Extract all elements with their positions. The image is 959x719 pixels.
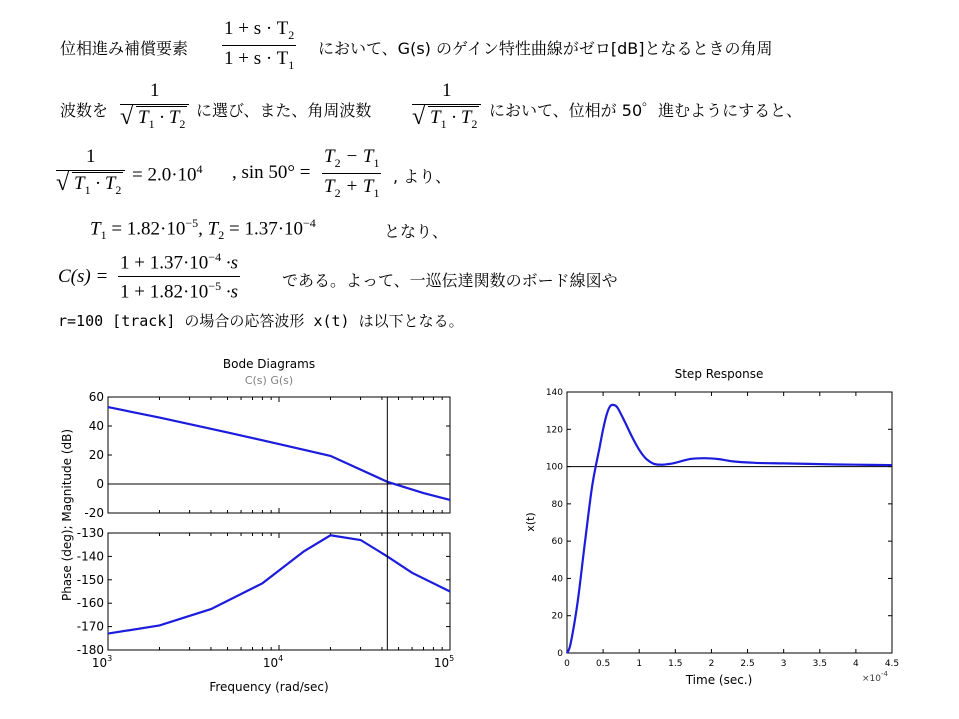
bode-x-tick-label: $10^5$: [433, 654, 455, 670]
step-x-tick-label: 4: [853, 659, 859, 669]
text-line2-b: に選び、また、角周波数: [196, 101, 372, 120]
step-ylabel: x(t): [524, 512, 537, 532]
bode-title: Bode Diagrams: [222, 357, 316, 371]
bode-xlabel: Frequency (rad/sec): [209, 680, 329, 694]
step-axes: [567, 392, 892, 653]
eq-Cs-lhs: C(s) =: [58, 266, 109, 287]
inverse-sqrt-fraction-2: 1 √ $T_1 \cdot T_2$: [412, 80, 481, 132]
step-x-tick-label: 1.5: [668, 659, 683, 669]
step-title: Step Response: [674, 367, 764, 381]
step-y-tick-label: 100: [545, 462, 563, 473]
text-line2-a: 波数を: [60, 101, 109, 120]
bode-x-tick-label: $10^4$: [262, 654, 284, 670]
text-line6: r=100 [track] の場合の応答波形 x(t) は以下となる。: [58, 312, 464, 330]
bode-mag-tick-label: 40: [88, 419, 104, 433]
step-y-tick-label: 60: [551, 537, 563, 548]
step-x-tick-label: 2.5: [740, 659, 755, 669]
step-x-tick-label: 0: [564, 659, 570, 669]
bode-mag-tick-label: 20: [88, 448, 104, 462]
step-x-tick-label: 1: [636, 659, 643, 669]
Cs-fraction: $\frac{1 + 1.37\cdot 10^{-4} \cdot s}{1 + 1.82\cdot 10^{-5} \cdot s}$: [120, 250, 238, 303]
step-y-tick-label: 140: [545, 388, 563, 398]
bode-phase-tick-label: -180: [76, 643, 104, 657]
bode-phase-tick-label: -140: [76, 549, 104, 564]
bode-mag-tick-label: 60: [88, 390, 104, 404]
bode-ylabel: Phase (deg); Magnitude (dB): [60, 428, 74, 602]
eq-sin50: , sin 50° =: [232, 162, 311, 183]
phase-axes: [108, 533, 450, 650]
text-line4-end: となり、: [384, 222, 449, 241]
step-x-tick-label: 2: [708, 659, 715, 669]
text-line1-a: 位相進み補償要素: [60, 39, 189, 58]
bode-diagram-chart: [40, 355, 510, 695]
bode-mag-tick-label: -20: [84, 506, 104, 520]
step-xlabel: Time (sec.): [685, 673, 753, 687]
bode-phase-tick-label: -130: [76, 526, 104, 540]
step-x-multiplier: $\times 10^{-4}$: [862, 670, 888, 684]
eq-T-values: $T_1 = 1.82\cdot 10^{-5}$, $T_2 = 1.37\cdot 10^{-4}$: [90, 216, 316, 243]
step-y-tick-label: 80: [551, 499, 563, 510]
bode-phase-tick-label: -150: [76, 572, 104, 587]
step-x-tick-label: 4.5: [884, 659, 900, 669]
step-x-tick-label: 3.5: [812, 659, 827, 669]
eq-omega-value: = $2.0\cdot 10^4$: [132, 162, 203, 186]
bode-phase-tick-label: -160: [76, 596, 104, 611]
text-line3-c: , より、: [393, 167, 452, 186]
bode-subtitle: C(s) G(s): [244, 374, 294, 387]
step-y-tick-label: 0: [557, 649, 563, 659]
inverse-sqrt-fraction-3: 1 √ $T_1 \cdot T_2$: [56, 146, 125, 198]
lead-compensator-fraction: $\frac{1 + s \cdot T_2}{1 + s \cdot T_1}$: [224, 18, 295, 72]
bode-phase-tick-label: -170: [76, 619, 104, 634]
step-y-tick-label: 20: [551, 611, 563, 622]
text-line2-c: において、位相が 50゜進むようにすると、: [489, 101, 803, 120]
step-y-tick-label: 120: [545, 425, 563, 436]
text-line5-b: である。よって、一巡伝達関数のボード線図や: [282, 271, 618, 290]
step-response-chart: [510, 362, 910, 702]
step-x-tick-label: 0.5: [595, 659, 611, 669]
magnitude-axes: [108, 397, 450, 513]
text-line1-b: において、G(s) のゲイン特性曲線がゼロ[dB]となるときの角周: [318, 39, 773, 58]
sin-ratio-fraction: $\frac{T_2 - T_1}{T_2 + T_1}$: [324, 146, 380, 200]
step-x-tick-label: 3: [780, 659, 787, 669]
bode-mag-tick-label: 0: [96, 477, 104, 491]
inverse-sqrt-fraction-1: 1 √ $T_1 \cdot T_2$: [120, 80, 189, 132]
bode-x-tick-label: $10^3$: [91, 654, 113, 670]
step-y-tick-label: 40: [551, 574, 563, 585]
